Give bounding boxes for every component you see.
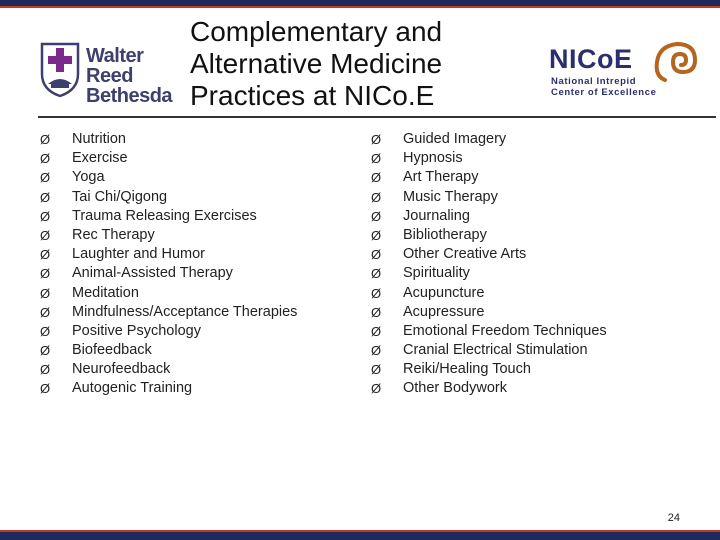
bullet-arrow-icon: Ø: [371, 227, 382, 243]
list-item: [371, 379, 691, 398]
list-item-label: Emotional Freedom Techniques: [403, 322, 607, 339]
list-item-label: Nutrition: [72, 131, 126, 147]
bullet-arrow-icon: Ø: [371, 304, 382, 320]
bullet-arrow-icon: Ø: [40, 323, 51, 339]
list-item-label: Acupuncture: [403, 284, 485, 301]
bullet-arrow-icon: Ø: [371, 285, 382, 301]
page-title: [190, 16, 490, 112]
list-item: [371, 226, 691, 245]
title-line-3: Practices at NICo.E: [190, 80, 435, 111]
bullet-arrow-icon: Ø: [40, 343, 51, 359]
bullet-arrow-icon: Ø: [40, 285, 51, 301]
list-item: [40, 207, 340, 226]
list-item: [40, 149, 340, 168]
bullet-arrow-icon: Ø: [40, 362, 51, 378]
list-item: [371, 207, 691, 226]
list-item-label: Yoga: [72, 169, 105, 186]
list-item-label: Spirituality: [403, 265, 470, 282]
list-item-label: Bibliotherapy: [403, 226, 487, 243]
bullet-arrow-icon: Ø: [40, 227, 51, 243]
nicoe-subtitle-line2: Center of Excellence: [551, 87, 657, 98]
header-divider: [38, 116, 716, 118]
brain-spiral-icon: [653, 40, 699, 84]
list-item: [40, 168, 340, 187]
top-accent-stripe: [0, 6, 720, 8]
bullet-arrow-icon: Ø: [371, 189, 382, 205]
nicoe-subtitle: [551, 76, 656, 98]
walter-reed-line2: Bethesda: [86, 85, 173, 107]
bullet-arrow-icon: Ø: [40, 381, 51, 397]
list-item: [371, 188, 691, 207]
bullet-arrow-icon: Ø: [40, 189, 51, 205]
list-item: [371, 264, 691, 283]
list-item-label: Tai Chi/Qigong: [72, 188, 168, 205]
list-item-label: Journaling: [403, 207, 470, 224]
list-item-label: Positive Psychology: [72, 322, 201, 339]
bullet-arrow-icon: Ø: [40, 266, 51, 282]
title-line-2: Alternative Medicine: [190, 48, 443, 79]
list-item-label: Neurofeedback: [72, 361, 171, 378]
list-item-label: Art Therapy: [403, 169, 479, 186]
list-item-label: Rec Therapy: [72, 226, 155, 243]
list-item: [40, 379, 340, 398]
list-item-label: Meditation: [72, 284, 139, 301]
list-item: [40, 360, 340, 379]
list-item: [40, 322, 340, 341]
title-line-1: Complementary and: [190, 16, 443, 47]
bullet-arrow-icon: Ø: [40, 132, 51, 147]
left-practices-list: [40, 130, 340, 399]
bullet-arrow-icon: Ø: [371, 151, 382, 167]
list-item: [40, 226, 340, 245]
list-item: [40, 303, 340, 322]
nicoe-subtitle-line1: National Intrepid: [551, 76, 637, 87]
list-item: [371, 303, 691, 322]
walter-reed-wordmark: [86, 46, 188, 106]
walter-reed-logo: [38, 40, 188, 107]
list-item-label: Trauma Releasing Exercises: [72, 207, 257, 224]
list-item: [371, 322, 691, 341]
bullet-arrow-icon: Ø: [371, 362, 382, 378]
list-item: [40, 245, 340, 264]
bullet-arrow-icon: Ø: [371, 323, 382, 339]
nicoe-logo: [545, 40, 705, 110]
shield-cross-icon: [38, 40, 82, 98]
right-practices-list: [371, 130, 691, 399]
list-item: [371, 149, 691, 168]
bullet-arrow-icon: Ø: [371, 266, 382, 282]
list-item-label: Reiki/Healing Touch: [403, 361, 531, 378]
list-item: [40, 284, 340, 303]
list-item-label: Guided Imagery: [403, 131, 507, 147]
list-item-label: Other Bodywork: [403, 380, 507, 397]
nicoe-wordmark: NICoE: [549, 44, 633, 74]
list-item: [371, 284, 691, 303]
list-item: [371, 168, 691, 187]
bullet-arrow-icon: Ø: [371, 132, 382, 147]
list-item-label: Laughter and Humor: [72, 246, 205, 263]
bullet-arrow-icon: Ø: [371, 247, 382, 263]
bullet-arrow-icon: Ø: [40, 304, 51, 320]
bullet-arrow-icon: Ø: [40, 247, 51, 263]
list-item-label: Animal-Assisted Therapy: [72, 265, 233, 282]
list-item: [371, 245, 691, 264]
bullet-arrow-icon: Ø: [40, 170, 51, 186]
list-item: [40, 264, 340, 283]
list-item: [371, 341, 691, 360]
bullet-arrow-icon: Ø: [371, 381, 382, 397]
page-number: 24: [667, 512, 680, 524]
list-item-label: Biofeedback: [72, 342, 152, 359]
list-item: [371, 130, 691, 149]
walter-reed-line1: Walter Reed: [86, 45, 144, 87]
list-item: [40, 188, 340, 207]
list-item: [40, 341, 340, 360]
bottom-stripe: [0, 532, 720, 540]
list-item-label: Cranial Electrical Stimulation: [403, 342, 588, 359]
list-item-label: Music Therapy: [403, 188, 498, 205]
bullet-arrow-icon: Ø: [371, 170, 382, 186]
list-item-label: Mindfulness/Acceptance Therapies: [72, 303, 298, 320]
list-item-label: Acupressure: [403, 303, 485, 320]
list-item-label: Other Creative Arts: [403, 246, 527, 263]
list-item-label: Hypnosis: [403, 150, 463, 167]
list-item-label: Autogenic Training: [72, 380, 193, 397]
bullet-arrow-icon: Ø: [371, 208, 382, 224]
list-item: [40, 130, 340, 149]
bullet-arrow-icon: Ø: [40, 151, 51, 167]
list-item-label: Exercise: [72, 150, 128, 167]
bullet-arrow-icon: Ø: [371, 343, 382, 359]
bullet-arrow-icon: Ø: [40, 208, 51, 224]
list-item: [371, 360, 691, 379]
